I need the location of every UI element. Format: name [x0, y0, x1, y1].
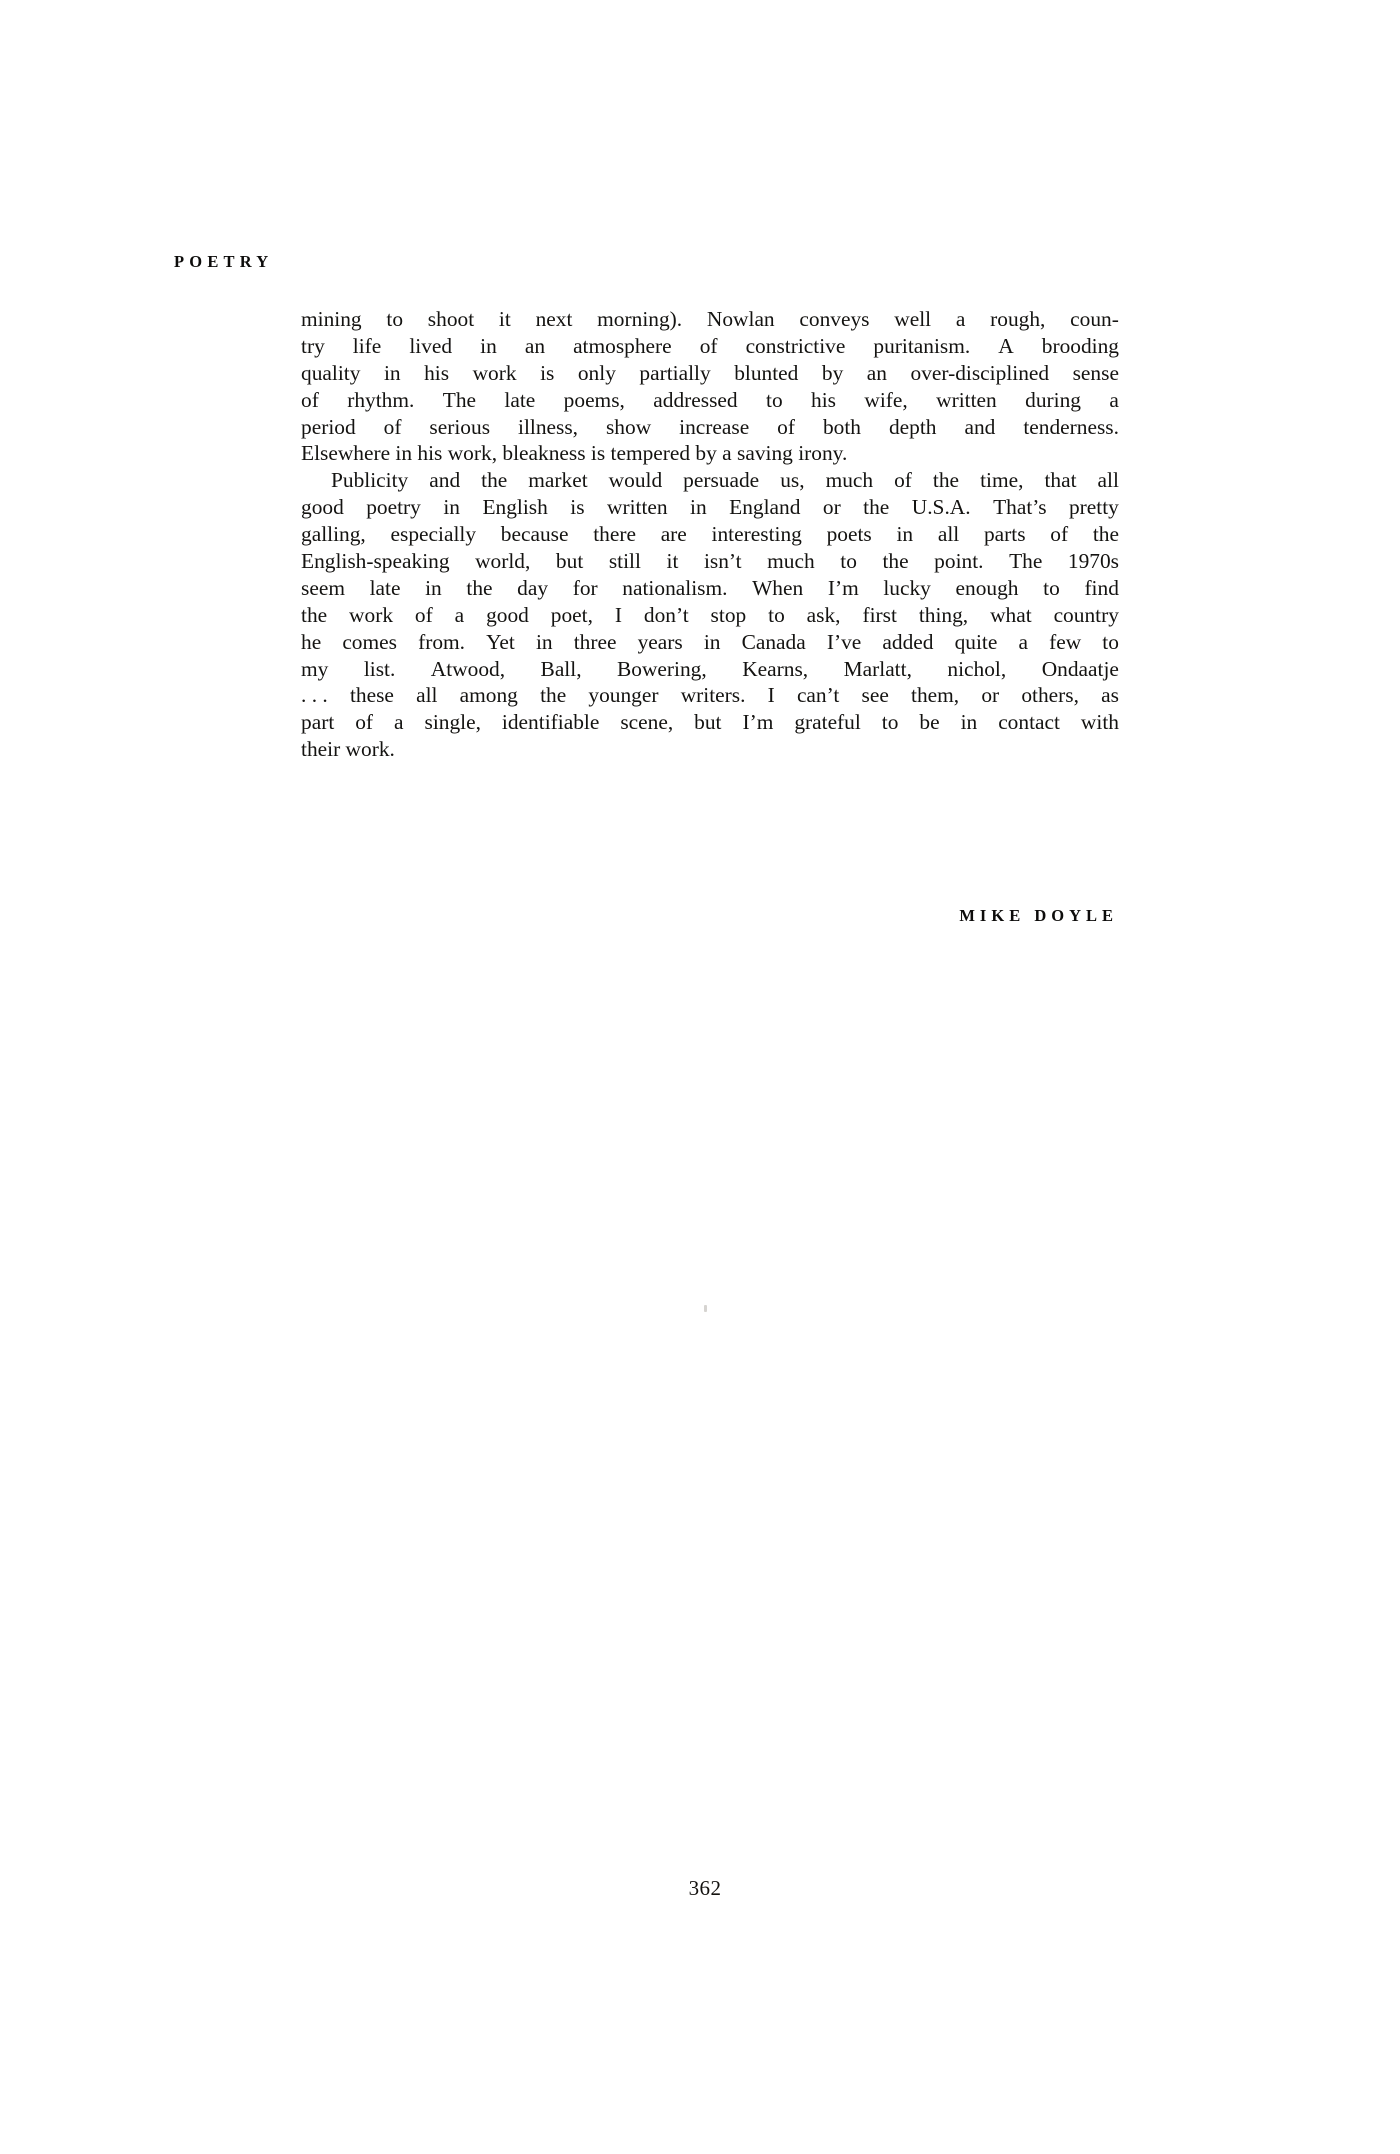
word: the	[466, 575, 493, 600]
word: three	[573, 629, 617, 654]
word: tenderness.	[1023, 414, 1119, 439]
word: late	[504, 387, 536, 412]
word: time,	[980, 468, 1024, 493]
word: I	[614, 602, 622, 627]
word: Atwood,	[430, 656, 506, 681]
word: to	[1102, 629, 1119, 654]
word: stop	[710, 602, 747, 627]
word: is	[570, 495, 585, 520]
text-line	[301, 575, 1119, 602]
word: Marlatt,	[843, 656, 912, 681]
word: work	[472, 360, 517, 385]
word: of	[699, 333, 718, 358]
text-line	[301, 494, 1119, 521]
word: poet,	[550, 602, 593, 627]
word: Ondaatje	[1041, 656, 1119, 681]
word: poets	[826, 522, 872, 547]
word: of	[1050, 522, 1069, 547]
word: partially	[639, 360, 711, 385]
word: a	[1109, 387, 1119, 412]
author-signature	[301, 906, 1119, 926]
word: to	[1043, 575, 1060, 600]
word: in	[480, 333, 497, 358]
word: morning).	[597, 307, 683, 331]
word: of	[414, 602, 433, 627]
word: Yet	[486, 629, 515, 654]
word: constrictive	[745, 333, 846, 358]
word: us,	[780, 468, 805, 493]
paragraph	[301, 467, 1119, 763]
word: he	[301, 629, 322, 654]
word: Canada	[741, 629, 806, 654]
word: a	[394, 710, 404, 735]
text-line	[301, 602, 1119, 629]
word: Kearns,	[742, 656, 809, 681]
word: rough,	[990, 307, 1046, 331]
word: The	[1009, 549, 1043, 574]
word: next	[535, 307, 573, 331]
word: nationalism.	[622, 575, 728, 600]
text-line: their work.	[301, 737, 395, 762]
word: would	[608, 468, 663, 493]
word: the	[882, 549, 909, 574]
word: market	[528, 468, 588, 493]
word: that	[1044, 468, 1077, 493]
word: the	[863, 495, 890, 520]
word: to	[766, 387, 783, 412]
word: I’m	[827, 575, 859, 600]
word: my	[301, 656, 329, 681]
word: work	[349, 602, 394, 627]
word: identifiable	[501, 710, 600, 735]
word: during	[1025, 387, 1081, 412]
word: are	[660, 522, 687, 547]
word: coun-	[1070, 307, 1119, 331]
word: his	[811, 387, 836, 412]
word: the	[540, 683, 567, 708]
word: much	[825, 468, 874, 493]
word: scene,	[620, 710, 674, 735]
word: of	[894, 468, 912, 493]
word: lucky	[883, 575, 931, 600]
word: all	[1097, 468, 1119, 493]
word: interesting	[711, 522, 802, 547]
word: thing,	[918, 602, 969, 627]
word: depth	[888, 414, 937, 439]
word: in	[383, 360, 401, 385]
word: I’m	[742, 710, 774, 735]
word: A	[998, 333, 1014, 358]
word: Ball,	[540, 656, 582, 681]
word: what	[990, 602, 1032, 627]
word: be	[919, 710, 940, 735]
word: conveys	[799, 307, 870, 331]
word: Bowering,	[617, 656, 707, 681]
word: can’t	[796, 683, 840, 708]
word: all	[937, 522, 960, 547]
text-line	[301, 548, 1119, 575]
word: because	[500, 522, 569, 547]
word: and	[964, 414, 996, 439]
word: sense	[1072, 360, 1119, 385]
author-signature-label: MIKE DOYLE	[959, 906, 1118, 925]
text-line	[301, 360, 1119, 387]
word: in	[896, 522, 914, 547]
word: his	[424, 360, 450, 385]
word: first	[862, 602, 897, 627]
word: the	[1092, 522, 1119, 547]
word: added	[882, 629, 934, 654]
word: in	[535, 629, 553, 654]
word: see	[861, 683, 889, 708]
word: galling,	[301, 522, 366, 547]
word: of	[777, 414, 795, 439]
text-line	[301, 387, 1119, 414]
word: in	[703, 629, 721, 654]
word: as	[1101, 683, 1119, 708]
word: a	[1018, 629, 1028, 654]
word: poetry	[366, 495, 421, 520]
word: addressed	[653, 387, 738, 412]
word: of	[355, 710, 374, 735]
word: them,	[911, 683, 960, 708]
text-line	[331, 467, 1119, 494]
text-line	[301, 333, 1119, 360]
word: That’s	[993, 495, 1047, 520]
text-line	[301, 414, 1119, 441]
word: in	[425, 575, 442, 600]
word: others,	[1021, 683, 1079, 708]
word: with	[1080, 710, 1119, 735]
word: good	[301, 495, 344, 520]
word: of	[383, 414, 402, 439]
running-head: POETRY	[174, 252, 274, 271]
word: an	[866, 360, 887, 385]
word: English-speaking	[301, 549, 450, 574]
body-text-block	[301, 306, 1119, 763]
page-number	[0, 1876, 1400, 1901]
word: day	[517, 575, 549, 600]
word: in	[443, 495, 460, 520]
word: and	[429, 468, 461, 493]
word: it	[666, 549, 679, 574]
word: 1970s	[1067, 549, 1119, 574]
text-line	[301, 656, 1119, 683]
word: . . .	[301, 683, 328, 708]
word: puritanism.	[873, 333, 971, 358]
word: or	[981, 683, 1000, 708]
word: seem	[301, 575, 345, 600]
word: single,	[424, 710, 481, 735]
word: enough	[955, 575, 1019, 600]
word: illness,	[518, 414, 579, 439]
text-line	[301, 709, 1119, 736]
word: persuade	[683, 468, 760, 493]
word: especially	[390, 522, 477, 547]
word: still	[608, 549, 641, 574]
word: part	[301, 710, 335, 735]
text-line	[301, 629, 1119, 656]
word: over-disciplined	[910, 360, 1050, 385]
word: quality	[301, 360, 361, 385]
word: years	[637, 629, 683, 654]
word: these	[349, 683, 394, 708]
word: comes	[342, 629, 397, 654]
word: contact	[998, 710, 1060, 735]
word: the	[932, 468, 960, 493]
word: The	[442, 387, 477, 412]
word: all	[416, 683, 438, 708]
word: the	[481, 468, 508, 493]
word: try	[301, 333, 325, 358]
word: both	[822, 414, 861, 439]
word: life	[352, 333, 382, 358]
word: by	[821, 360, 844, 385]
word: point.	[934, 549, 984, 574]
scan-speck-artifact	[704, 1305, 707, 1312]
word: nichol,	[947, 656, 1007, 681]
word: atmosphere	[573, 333, 672, 358]
word: Publicity	[331, 468, 409, 493]
word: younger	[588, 683, 659, 708]
word: blunted	[734, 360, 799, 385]
word: to	[881, 710, 899, 735]
word: poems,	[563, 387, 625, 412]
word: mining	[301, 307, 362, 331]
word: Nowlan	[706, 307, 775, 331]
word: wife,	[864, 387, 908, 412]
word: an	[524, 333, 546, 358]
word: there	[593, 522, 636, 547]
word: don’t	[643, 602, 689, 627]
text-line	[301, 521, 1119, 548]
word: shoot	[427, 307, 475, 331]
word: U.S.A.	[911, 495, 971, 520]
word: but	[555, 549, 584, 574]
word: lived	[409, 333, 453, 358]
word: increase	[679, 414, 750, 439]
word: or	[822, 495, 841, 520]
word: in	[690, 495, 707, 520]
word: England	[729, 495, 801, 520]
word: parts	[983, 522, 1026, 547]
word: isn’t	[703, 549, 742, 574]
word: world,	[475, 549, 531, 574]
word: is	[540, 360, 555, 385]
word: it	[498, 307, 511, 331]
word: in	[960, 710, 978, 735]
word: to	[386, 307, 404, 331]
word: good	[486, 602, 529, 627]
word: period	[301, 414, 356, 439]
word: serious	[429, 414, 491, 439]
word: When	[752, 575, 804, 600]
word: to	[768, 602, 785, 627]
word: from.	[418, 629, 466, 654]
word: pretty	[1068, 495, 1119, 520]
word: I	[767, 683, 775, 708]
word: quite	[954, 629, 998, 654]
word: a	[454, 602, 465, 627]
text-line: Elsewhere in his work, bleakness is tempered by a saving irony.	[301, 441, 848, 466]
word: ask,	[806, 602, 841, 627]
word: to	[840, 549, 857, 574]
text-line	[301, 306, 1119, 333]
word: of	[301, 387, 319, 412]
word: grateful	[794, 710, 861, 735]
word: among	[459, 683, 518, 708]
word: find	[1084, 575, 1119, 600]
word: I’ve	[826, 629, 862, 654]
word: brooding	[1041, 333, 1119, 358]
word: rhythm.	[347, 387, 415, 412]
word: the	[301, 602, 328, 627]
word: for	[572, 575, 598, 600]
page-number-label: 362	[688, 1876, 722, 1900]
word: well	[894, 307, 932, 331]
word: but	[694, 710, 722, 735]
word: few	[1049, 629, 1082, 654]
word: much	[767, 549, 815, 574]
word: written	[936, 387, 997, 412]
word: writers.	[680, 683, 746, 708]
word: late	[369, 575, 401, 600]
word: list.	[363, 656, 396, 681]
text-line	[301, 682, 1119, 709]
word: English	[482, 495, 548, 520]
word: show	[605, 414, 652, 439]
word: only	[577, 360, 616, 385]
word: a	[955, 307, 966, 331]
word: country	[1053, 602, 1119, 627]
paragraph	[301, 306, 1119, 467]
word: written	[607, 495, 668, 520]
